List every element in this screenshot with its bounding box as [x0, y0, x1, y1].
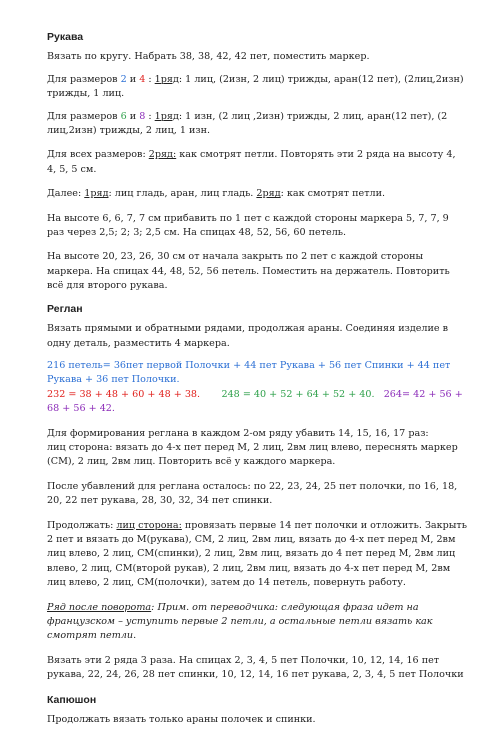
paragraph-sizes-2-4: Для размеров 2 и 4 : 1ряд: 1 лиц, (2изн, 2 лиц) трижды, аран(12 пет), (2лиц,2изн) трижды, 1 лиц. — [47, 73, 464, 100]
equation-232: 232 = 38 + 48 + 60 + 48 + 38. — [47, 388, 201, 400]
section-heading-hood: Капюшон — [47, 693, 97, 706]
paragraph: Продолжать вязать только араны полочек и спинки. — [47, 714, 316, 726]
size-number: 2 — [120, 73, 127, 85]
underlined-label: лиц сторона: — [116, 519, 182, 531]
paragraph: После убавлений для реглана осталось: по 22, 23, 24, 25 пет полочки, по 16, 18, 20, 22 пет рукава, 28, 30, 32, 34 пет спинки. — [47, 480, 458, 507]
section-heading-raglan: Реглан — [47, 302, 83, 315]
size-number: 6 — [120, 110, 127, 122]
row-label: 1ряд — [154, 110, 179, 122]
paragraph-sizes-6-8: Для размеров 6 и 8 : 1ряд: 1 изн, (2 лиц ,2изн) трижды, 2 лиц, аран(12 пет), (2 лиц,2изн) трижды, 2 лиц, 1 изн. — [47, 110, 448, 137]
paragraph: Вязать по кругу. Набрать 38, 38, 42, 42 пет, поместить маркер. — [47, 51, 370, 63]
size-number: 8 — [139, 110, 146, 122]
paragraph: Вязать эти 2 ряда 3 раза. На спицах 2, 3, 4, 5 пет Полочки, 10, 12, 14, 16 пет рукава, 22, 24, 26, 28 пет спинки, 10, 12, 14, 16 пет рукава, 2, 3, 4, 5 пет Полочки — [47, 654, 464, 681]
document-page — [47, 30, 467, 735]
size-number: 4 — [139, 73, 146, 85]
paragraph-after-turn: Ряд после поворота: Прим. от переводчика: следующая фраза идет на французском – уступить первые 2 петли, а остальные петли вязать как смотрят петли. — [47, 601, 433, 642]
equation-248: 248 = 40 + 52 + 64 + 52 + 40. — [221, 388, 375, 400]
equation-264: 264= 42 + 56 + 68 + 56 + 42. — [47, 388, 463, 415]
row-label: 1ряд — [84, 188, 109, 200]
stitch-equations — [47, 388, 467, 417]
underlined-label: Ряд после поворота — [47, 601, 152, 613]
row-label: 1ряд — [154, 73, 179, 85]
paragraph: На высоте 20, 23, 26, 30 см от начала закрыть по 2 пет с каждой стороны маркера. На спицах 44, 48, 52, 56 петель. Поместить на держатель. Повторить всё для второго рукава. — [47, 251, 450, 292]
stitch-count-216: 216 петель= 36пет первой Полочки + 44 пет Рукава + 56 пет Спинки + 44 пет Рукава + 36 пет Полочки. — [47, 359, 451, 386]
paragraph: Вязать прямыми и обратными рядами, продолжая араны. Соединяя изделие в одну деталь, разместить 4 маркера. — [47, 323, 449, 349]
row-label: 2ряд — [256, 188, 281, 200]
paragraph-next: Далее: 1ряд: лиц гладь, аран, лиц гладь. 2ряд: как смотрят петли. — [47, 188, 386, 200]
paragraph-all-sizes: Для всех размеров: 2ряд: как смотрят петли. Повторять эти 2 ряда на высоту 4, 4, 5, 5 см. — [47, 149, 456, 175]
paragraph: На высоте 6, 6, 7, 7 см прибавить по 1 пет с каждой стороны маркера 5, 7, 7, 9 раз через 2,5; 2; 3; 2,5 см. На спицах 48, 52, 56, 60 петель. — [47, 212, 449, 239]
section-heading-sleeves: Рукава — [47, 31, 84, 43]
paragraph-continue: Продолжать: лиц сторона: провязать первые 14 пет полочки и отложить. Закрыть 2 пет и вязать до М(рукава), СМ, 2 лиц, 2вм лиц, вязать до 4-х пет перед М, 2вм лиц влево, 2 лиц, СМ(спинки), 2 лиц, 2вм лиц, вязать до 4 пет перед М, 2вм лиц влево, 2 лиц, СМ(второй рукав), 2 лиц, 2вм лиц, вязать до 4-х пет перед М, 2вм лиц влево, 2 лиц, СМ(полочки), затем до 14 петель, повернуть работу. — [47, 519, 467, 589]
paragraph-raglan-decrease: Для формирования реглана в каждом 2-ом ряду убавить 14, 15, 16, 17 раз: лиц сторона: вязать до 4-х пет перед М, 2 лиц, 2вм лиц влево, переснять маркер (СМ), 2 лиц, 2вм лиц. Повторить всё у каждого маркера. — [47, 427, 458, 468]
row-label: 2ряд: — [148, 149, 177, 161]
